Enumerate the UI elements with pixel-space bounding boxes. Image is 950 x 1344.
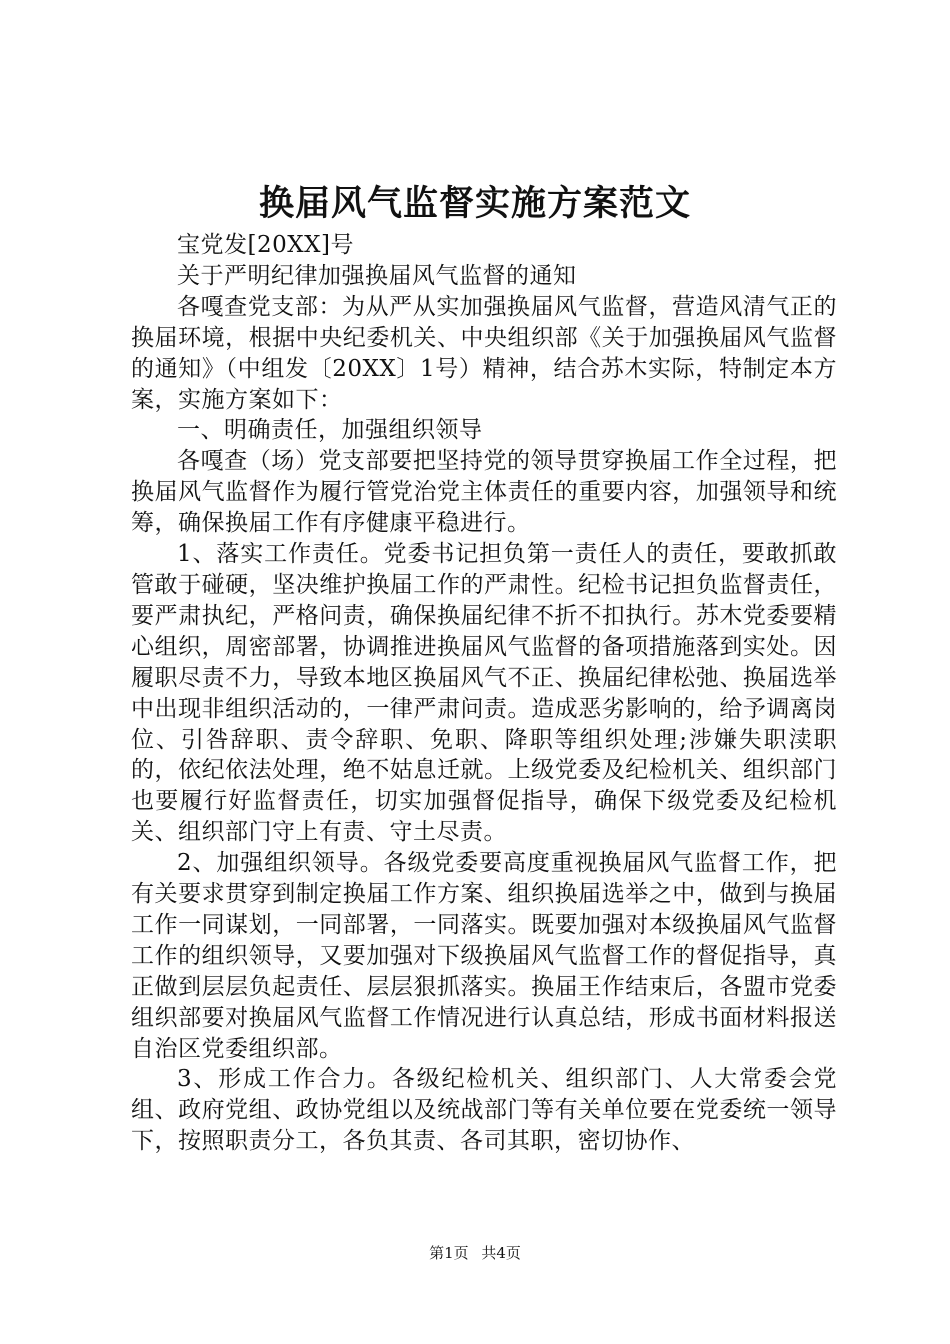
page-total: 共4页	[481, 1244, 521, 1262]
section-heading: 一、明确责任，加强组织领导	[177, 417, 483, 444]
body-paragraph: 2、加强组织领导。各级党委要高度重视换届风气监督工作，把有关要求贯穿到制定换届工作方案、组织换届选举之中，做到与换届工作一同谋划，一同部署，一同落实。既要加强对本级换届风气监督工作的组织领导，又要加强对下级换届风气监督工作的督促指导，真正做到层层负起责任、层层狠抓落实。换届王作结束后，各盟市党委组织部要对换届风气监督工作情况进行认真总结，形成书面材料报送自治区党委组织部。	[131, 850, 837, 1062]
page-title: 换届风气监督实施方案范文	[258, 183, 691, 224]
body-paragraph: 1、落实工作责任。党委书记担负第一责任人的责任，要敢抓敢管敢于碰硬，坚决维护换届工作的严肃性。纪检书记担负监督责任，要严肃执纪，严格问责，确保换届纪律不折不扣执行。苏木党委要精心组织，周密部署，协调推进换届风气监督的备项措施落到实处。因履职尽责不力，导致本地区换届风气不正、换届纪律松弛、换届选举中出现非组织活动的，一律严肃问责。造成恶劣影响的，给予调离岗位、引咎辞职、责令辞职、免职、降职等组织处理;涉嫌失职渎职的，依纪依法处理，绝不姑息迁就。上级党委及纪检机关、组织部门也要履行好监督责任，切实加强督促指导，确保下级党委及纪检机关、组织部门守上有责、守土尽责。	[131, 541, 837, 846]
notice-title: 关于严明纪律加强换届风气监督的通知	[177, 262, 577, 289]
document-number: 宝党发[20XX]号	[177, 232, 354, 258]
document-body	[131, 230, 837, 1157]
page-footer	[0, 1243, 950, 1263]
body-paragraph: 各嘎查党支部：为从严从实加强换届风气监督，营造风清气正的换届环境，根据中央纪委机关、中央组织部《关于加强换届风气监督的通知》（中组发〔20XX〕1号）精神，结合苏木实际，特制定本方案，实施方案如下：	[131, 293, 837, 413]
body-paragraph: 各嘎查（场）党支部要把坚持党的领导贯穿换届工作全过程，把换届风气监督作为履行管党治党主体责任的重要内容，加强领导和统筹，确保换届工作有序健康平稳进行。	[131, 448, 837, 537]
page-number: 第1页	[429, 1244, 469, 1262]
body-paragraph: 3、形成工作合力。各级纪检机关、组织部门、人大常委会党组、政府党组、政协党组以及统战部门等有关单位要在党委统一领导下，按照职责分工，各负其责、各司其职，密切协作、	[131, 1066, 837, 1155]
